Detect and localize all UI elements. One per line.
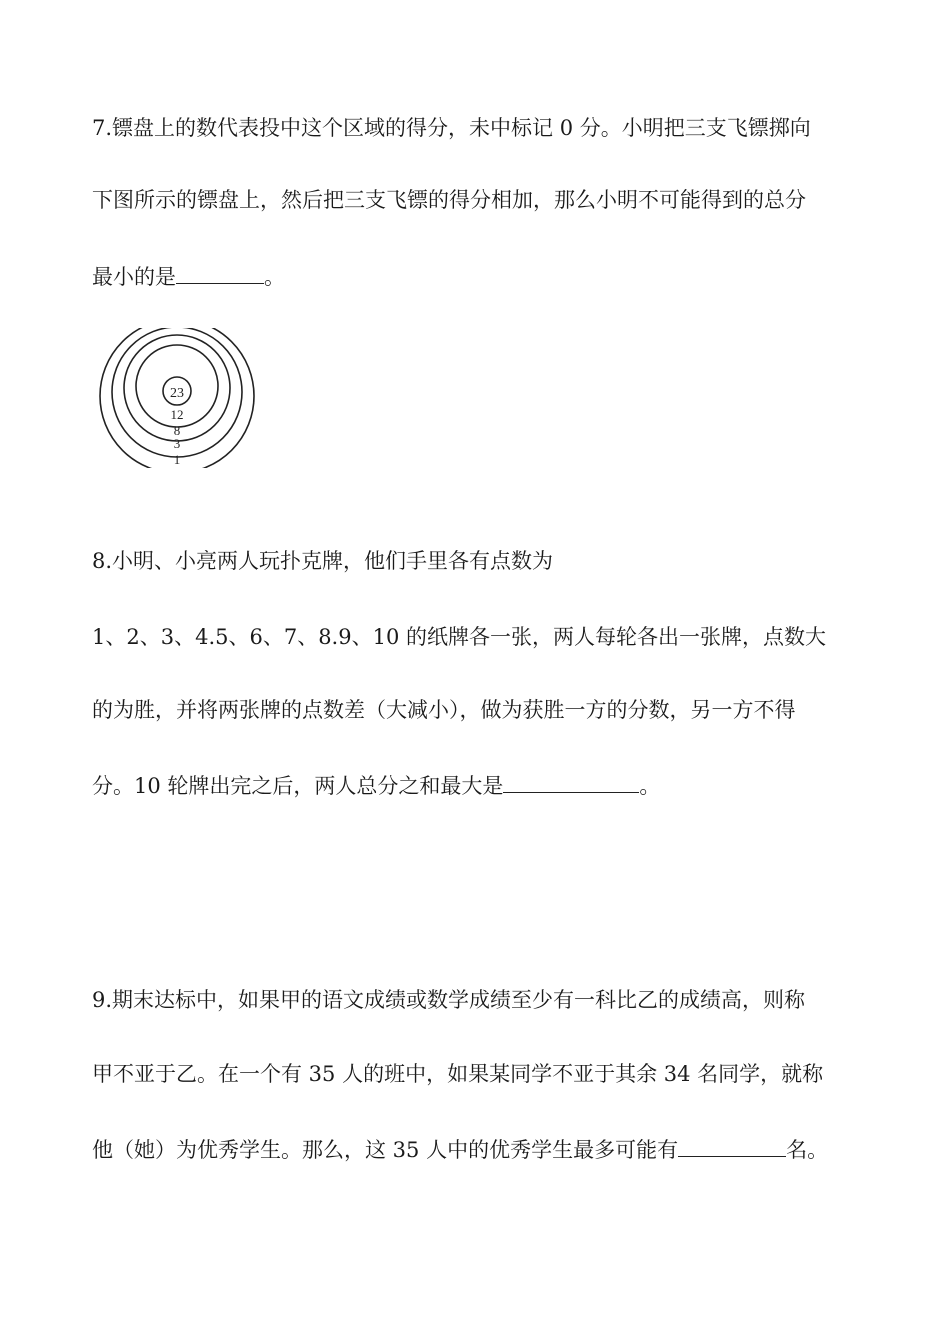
q9-line-3 (92, 1134, 828, 1165)
score-label-12: 12 (170, 407, 184, 422)
q7-line-1: 7.镖盘上的数代表投中这个区域的得分，未中标记 0 分。小明把三支飞镖掷向 (92, 116, 811, 140)
score-label-3: 3 (173, 436, 181, 451)
q7-line-3 (92, 261, 285, 292)
q9-line-2: 甲不亚于乙。在一个有 35 人的班中，如果某同学不亚于其余 34 名同学，就称 (92, 1062, 824, 1086)
q8-answer-blank[interactable] (503, 770, 639, 793)
q8-line-1: 8.小明、小亮两人玩扑克牌，他们手里各有点数为 (92, 549, 554, 573)
q8-line-4 (92, 770, 660, 801)
q7-line-2: 下图所示的镖盘上，然后把三支飞镖的得分相加，那么小明不可能得到的总分 (92, 188, 806, 212)
q8-line-4-text: 分。10 轮牌出完之后，两人总分之和最大是 (92, 774, 504, 798)
q7-line-3-text: 最小的是 (92, 265, 176, 289)
q8-line-2: 1、2、3、4.5、6、7、8.9、10 的纸牌各一张，两人每轮各出一张牌，点数大 (92, 625, 826, 649)
score-label-23: 23 (170, 386, 184, 401)
q8-line-3: 的为胜，并将两张牌的点数差（大减小），做为获胜一方的分数，另一方不得 (92, 698, 796, 722)
q7-answer-blank[interactable] (176, 261, 264, 284)
q9-line-3-end: 名。 (786, 1138, 829, 1162)
score-label-8: 8 (173, 423, 181, 438)
dartboard-figure (98, 328, 258, 468)
q7-line-3-end: 。 (264, 265, 285, 289)
q9-line-1: 9.期末达标中，如果甲的语文成绩或数学成绩至少有一科比乙的成绩高，则称 (92, 988, 806, 1012)
score-label-1: 1 (173, 452, 181, 467)
q9-answer-blank[interactable] (678, 1134, 786, 1157)
q9-line-3-text: 他（她）为优秀学生。那么，这 35 人中的优秀学生最多可能有 (92, 1138, 679, 1162)
q8-line-4-end: 。 (639, 774, 661, 798)
